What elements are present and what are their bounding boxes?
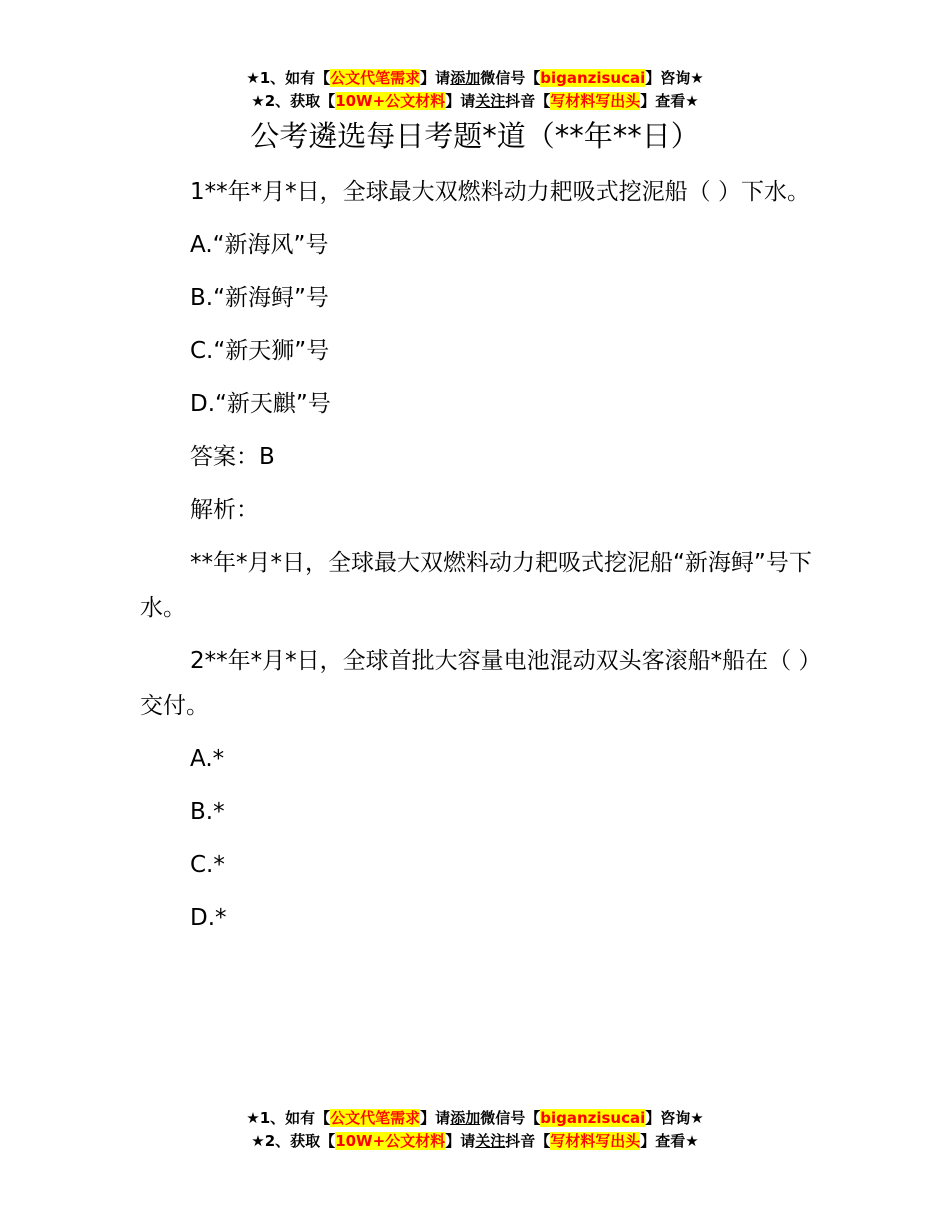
header-banner [0,67,950,113]
banner-line-2 [0,1130,950,1153]
question-1: 1**年*月*日，全球最大双燃料动力耙吸式挖泥船（ ）下水。 [190,179,810,205]
banner-highlight: 公文代笔需求 [330,69,421,87]
option-d: D.“新天麒”号 [190,391,331,417]
option-a: A.* [190,746,225,772]
banner-text: 微信号【 [480,69,541,87]
banner-text: 】请 [420,1109,451,1127]
page-title: 公考遴选每日考题*道（**年**日） [250,119,700,153]
banner-underline: 关注 [475,1132,506,1150]
option-d: D.* [190,905,227,931]
banner-text: 】请 [445,92,476,110]
banner-text: ★2、获取【 [251,1132,336,1150]
option-c: C.* [190,852,225,878]
banner-text: 微信号【 [480,1109,541,1127]
analysis-label: 解析： [190,497,259,523]
banner-text: 】咨询★ [645,1109,704,1127]
option-b: B.“新海鲟”号 [190,285,329,311]
banner-highlight: 公文代笔需求 [330,1109,421,1127]
question-2: 2**年*月*日，全球首批大容量电池混动双头客滚船*船在（ ）交付。 [140,648,810,719]
analysis-text: **年*月*日，全球最大双燃料动力耙吸式挖泥船“新海鲟”号下水。 [140,550,812,621]
banner-line-1 [0,1107,950,1130]
banner-underline: 添加 [450,1109,481,1127]
banner-highlight: biganzisucai [540,1109,646,1127]
banner-text: ★1、如有【 [246,69,331,87]
banner-text: 】查看★ [640,1132,699,1150]
option-a: A.“新海风”号 [190,232,329,258]
document-body [140,170,812,949]
banner-text: 抖音【 [505,1132,551,1150]
banner-highlight: biganzisucai [540,69,646,87]
banner-text: 】请 [445,1132,476,1150]
banner-text: ★1、如有【 [246,1109,331,1127]
banner-line-1 [0,67,950,90]
banner-highlight: 写材料写出头 [550,92,641,110]
banner-highlight: 10W+公文材料 [335,1132,446,1150]
option-b: B.* [190,799,225,825]
banner-text: 】请 [420,69,451,87]
banner-text: 】查看★ [640,92,699,110]
option-c: C.“新天狮”号 [190,338,330,364]
banner-text: ★2、获取【 [251,92,336,110]
banner-underline: 关注 [475,92,506,110]
banner-highlight: 写材料写出头 [550,1132,641,1150]
banner-text: 】咨询★ [645,69,704,87]
banner-text: 抖音【 [505,92,551,110]
banner-highlight: 10W+公文材料 [335,92,446,110]
footer-banner [0,1107,950,1153]
banner-underline: 添加 [450,69,481,87]
answer: 答案：B [190,444,275,470]
banner-line-2 [0,90,950,113]
